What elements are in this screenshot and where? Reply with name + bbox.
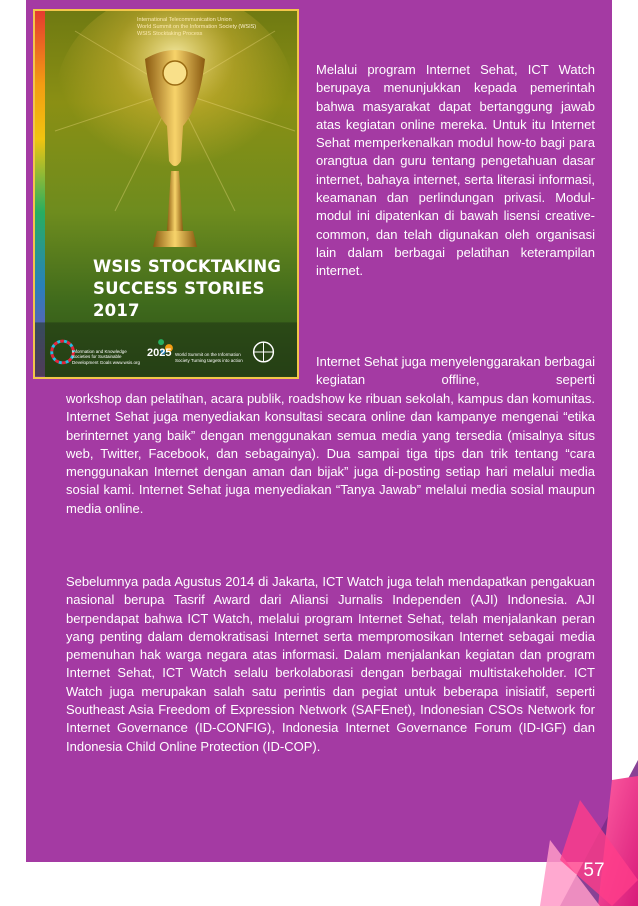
- page-number: 57: [583, 860, 605, 881]
- paragraph-offline-activities-start: Internet Sehat juga menyelenggarakan berbagai kegiatan offline, seperti: [316, 354, 595, 388]
- cover-sdg-text: Information and Knowledge Societies for Sustainable Development Goals www.wsis.org: [72, 348, 141, 365]
- paragraph-offline-activities: workshop dan pelatihan, acara publik, roadshow ke ribuan sekolah, kampus dan komunitas. Internet Sehat juga menyediakan konsultasi secara online dan kampanye mengenai “etika berinternet yang baik” dengan menggunakan semua media yang tersedia (misalnya situs web, Twitter, Facebook, dan sebagainya). Dua sampai tiga tips dan trik tentang “cara menggunakan Internet dengan aman dan bijak” juga di-posting setiap hari melalui media sosial kami. Internet Sehat juga menyediakan “Tanya Jawab” melalui media sosial maupun media online.: [66, 391, 595, 516]
- paragraph-internet-sehat-intro: Melalui program Internet Sehat, ICT Watch berupaya menunjukkan kepada pemerintah bahwa masyarakat dapat bertanggung jawab atas kegiatan online mereka. Untuk itu Internet Sehat memperkenalkan modul how-to bagi para orangtua dan guru tentang pengetahuan dasar internet, bahaya internet, serta literasi informasi, keamanan dan perlindungan privasi. Modul-modul ini dipatenkan di bawah lisensi creative-common, dan telah digunakan oleh organisasi lain dalam berbagai pelatihan keterampilan internet.: [316, 62, 595, 279]
- paragraph-tasrif-award: Sebelumnya pada Agustus 2014 di Jakarta, ICT Watch juga telah mendapatkan pengakuan nasional berupa Tasrif Award dari Aliansi Jurnalis Independen (AJI) Indonesia. AJI berpendapat bahwa ICT Watch, melalui program Internet Sehat, telah menjalankan peran yang penting dalam demokratisasi Internet serta mempromosikan Internet sebagai media pemenuhan hak warga negara atas informasi. Dalam menjalankan kegiatan dan program Internet Sehat, ICT Watch selalu berkolaborasi dengan berbagai multistakeholder. ICT Watch juga merupakan salah satu perintis dan pegiat untuk beberapa inisiatif, seperti Southeast Asia Freedom of Expression Network (SAFEnet), Indonesian CSOs Network for Internet Governance (ID-CONFIG), Indonesia Internet Governance Forum (ID-IGF) dan Indonesia Child Online Protection (ID-COP).: [66, 574, 595, 754]
- cover-title-line: WSIS STOCKTAKING: [93, 257, 282, 276]
- cover-year: 2025: [147, 347, 172, 359]
- cover-summit-text: World Summit on the Information Society Turning targets into action: [175, 352, 243, 363]
- cover-title-line: SUCCESS STORIES 2017: [93, 279, 265, 320]
